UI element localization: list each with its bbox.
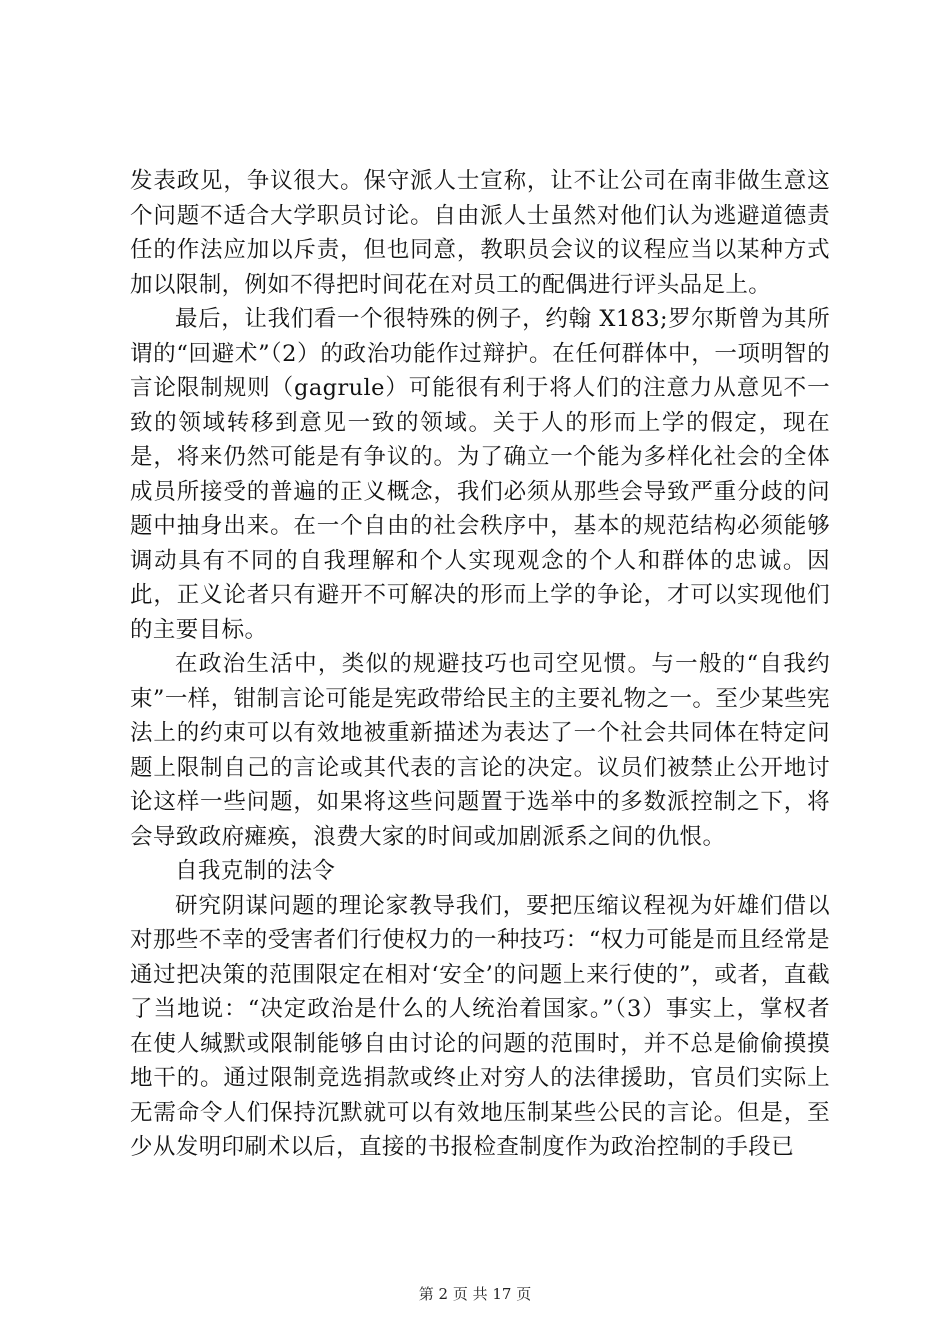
paragraph-political-life: 在政治生活中，类似的规避技巧也司空见惯。与一般的“自我约束”一样，钳制言论可能是宪政带给民主的主要礼物之一。至少某些宪法上的约束可以有效地被重新描述为表达了一个社会共同体在特定问题上限制自己的言论或其代表的言论的决定。议员们被禁止公开地讨论这样一些问题，如果将这些问题置于选举中的多数派控制之下，将会导致政府瘫痪，浪费大家的时间或加剧派系之间的仇恨。 <box>130 651 830 850</box>
paragraph-continuation: 发表政见，争议很大。保守派人士宣称，让不让公司在南非做生意这个问题不适合大学职员讨论。自由派人士虽然对他们认为逃避道德责任的作法应加以斥责，但也同意，教职员会议的议程应当以某种方式加以限制，例如不得把时间花在对员工的配偶进行评头品足上。 <box>130 168 830 298</box>
paragraph-conspiracy: 研究阴谋问题的理论家教导我们，要把压缩议程视为奸雄们借以对那些不幸的受害者们行使权力的一种技巧：“权力可能是而且经常是通过把决策的范围限定在相对‘安全’的问题上来行使的”，或者，直截了当地说：“决定政治是什么的人统治着国家。”（3）事实上，掌权者在使人缄默或限制能够自由讨论的问题的范围时，并不总是偷偷摸摸地干的。通过限制竞选捐款或终止对穷人的法律援助，官员们实际上无需命令人们保持沉默就可以有效地压制某些公民的言论。但是，至少从发明印刷术以后，直接的书报检查制度作为政治控制的手段已 <box>130 892 830 1160</box>
paragraph-rawls: 最后，让我们看一个很特殊的例子，约翰 X183;罗尔斯曾为其所谓的“回避术”（2）的政治功能作过辩护。在任何群体中，一项明智的言论限制规则（gagrule）可能很有利于将人们的注意力从意见不一致的领域转移到意见一致的领域。关于人的形而上学的假定，现在是，将来仍然可能是有争议的。为了确立一个能为多样化社会的全体成员所接受的普遍的正义概念，我们必须从那些会导致严重分歧的问题中抽身出来。在一个自由的社会秩序中，基本的规范结构必须能够调动具有不同的自我理解和个人实现观念的个人和群体的忠诚。因此，正义论者只有避开不可解决的形而上学的争论，才可以实现他们的主要目标。 <box>130 306 830 643</box>
body-text <box>130 164 830 1165</box>
section-heading: 自我克制的法令 <box>175 858 336 884</box>
page-footer: 第 2 页 共 17 页 <box>418 1285 532 1303</box>
